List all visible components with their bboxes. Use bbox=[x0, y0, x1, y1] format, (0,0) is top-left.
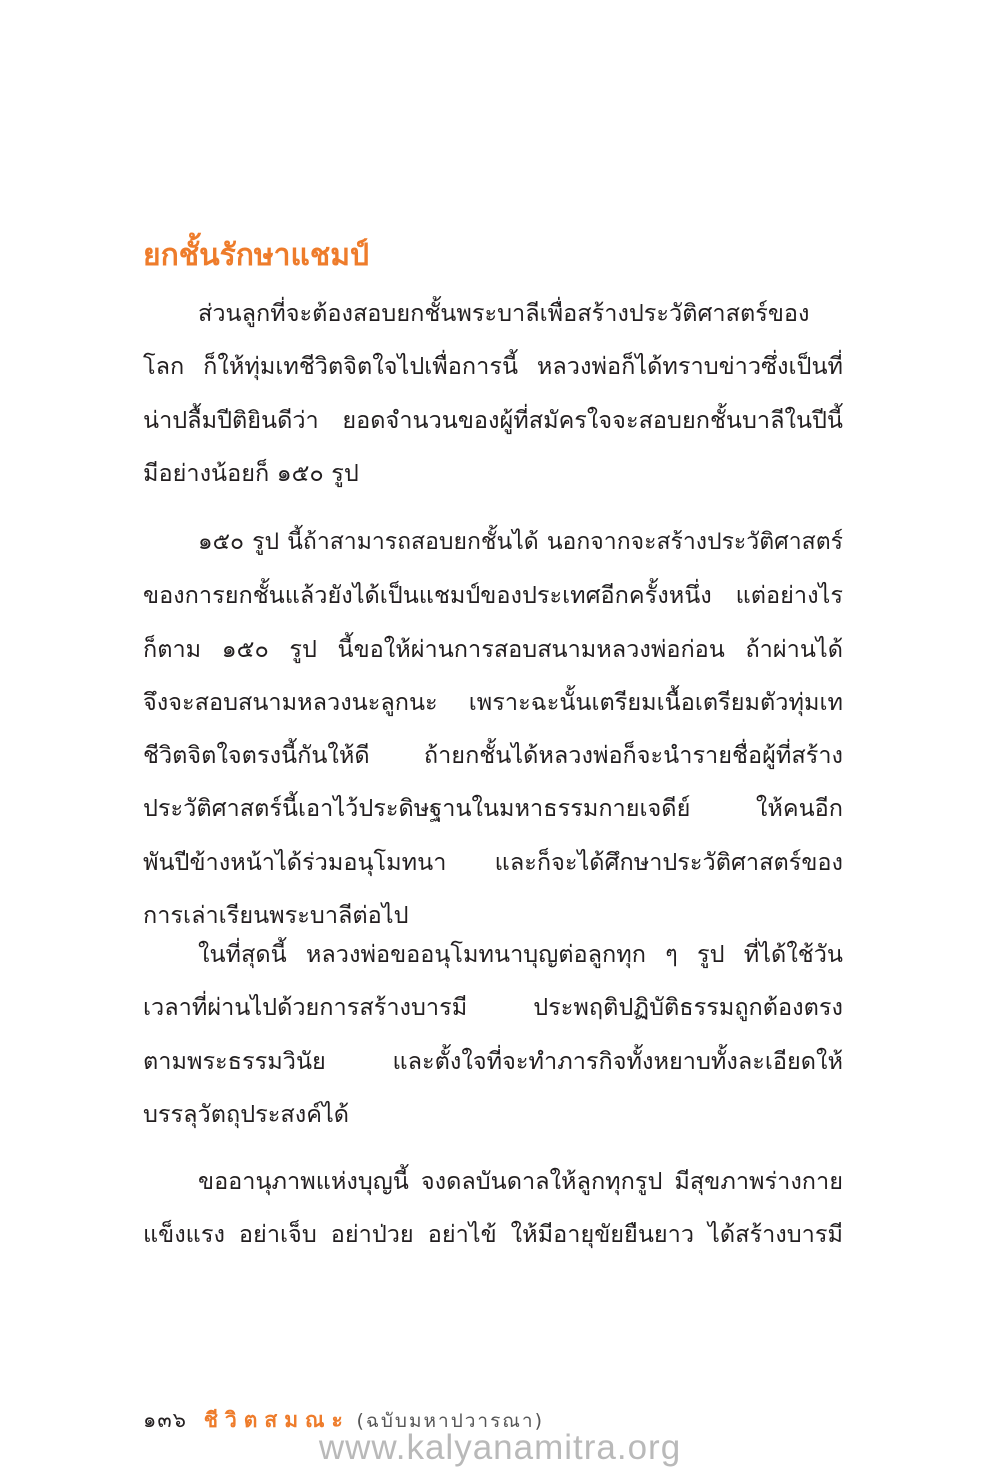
text-line: ๑๕๐ รูป นี้ถ้าสามารถสอบยกชั้นได้ นอกจากจะสร้างประวัติศาสตร์ bbox=[198, 529, 843, 555]
text-line: ส่วนลูกที่จะต้องสอบยกชั้นพระบาลีเพื่อสร้างประวัติศาสตร์ของ bbox=[198, 299, 810, 327]
text-line: ขออานุภาพแห่งบุญนี้ จงดลบันดาลให้ลูกทุกรูป มีสุขภาพร่างกาย bbox=[198, 1167, 843, 1195]
text-line: ก็ตาม ๑๕๐ รูป นี้ขอให้ผ่านการสอบสนามหลวงพ่อก่อน ถ้าผ่านได้ bbox=[143, 634, 843, 663]
book-edition: (ฉบับมหาปวารณา) bbox=[356, 1410, 545, 1432]
text-line: ชีวิตจิตใจตรงนี้กันให้ดี ถ้ายกชั้นได้หลวงพ่อก็จะนำรายชื่อผู้ที่สร้าง bbox=[143, 741, 843, 770]
text-line: มีอย่างน้อยก็ ๑๕๐ รูป bbox=[143, 458, 359, 487]
watermark-url: www.kalyanamitra.org bbox=[318, 1428, 682, 1467]
paragraph-3 bbox=[143, 928, 843, 1141]
text-line: บรรลุวัตถุประสงค์ได้ bbox=[143, 1099, 350, 1128]
book-title: ชีวิตสมณะ bbox=[203, 1408, 350, 1432]
text-line: ตามพระธรรมวินัย และตั้งใจที่จะทำภารกิจทั้งหยาบทั้งละเอียดให้ bbox=[143, 1046, 843, 1075]
page-number: ๑๓๖ bbox=[143, 1408, 188, 1432]
text-line: พันปีข้างหน้าได้ร่วมอนุโมทนา และก็จะได้ศึกษาประวัติศาสตร์ของ bbox=[143, 847, 843, 876]
text-line: การเล่าเรียนพระบาลีต่อไป bbox=[143, 901, 409, 930]
text-line: น่าปลื้มปีติยินดีว่า ยอดจำนวนของผู้ที่สมัครใจจะสอบยกชั้นบาลีในปีนี้ bbox=[143, 405, 843, 434]
text-line: จึงจะสอบสนามหลวงนะลูกนะ เพราะฉะนั้นเตรียมเนื้อเตรียมตัวทุ่มเท bbox=[143, 687, 843, 716]
paragraph-2 bbox=[143, 516, 843, 942]
paragraph-1 bbox=[143, 287, 843, 500]
text-line: แข็งแรง อย่าเจ็บ อย่าป่วย อย่าไข้ ให้มีอายุขัยยืนยาว ได้สร้างบารมี bbox=[143, 1220, 843, 1249]
text-line: ประวัติศาสตร์นี้เอาไว้ประดิษฐานในมหาธรรมกายเจดีย์ ให้คนอีก bbox=[143, 794, 843, 823]
section-heading: ยกชั้นรักษาแชมป์ bbox=[143, 238, 370, 273]
text-line: ในที่สุดนี้ หลวงพ่อขออนุโมทนาบุญต่อลูกทุก ๆ รูป ที่ได้ใช้วัน bbox=[198, 940, 843, 968]
text-line: ของการยกชั้นแล้วยังได้เป็นแชมป์ของประเทศอีกครั้งหนึ่ง แต่อย่างไร bbox=[143, 581, 843, 610]
paragraph-4 bbox=[143, 1155, 843, 1262]
text-line: เวลาที่ผ่านไปด้วยการสร้างบารมี ประพฤติปฏิบัติธรรมถูกต้องตรง bbox=[143, 993, 843, 1022]
text-line: โลก ก็ให้ทุ่มเทชีวิตจิตใจไปเพื่อการนี้ หลวงพ่อก็ได้ทราบข่าวซึ่งเป็นที่ bbox=[143, 352, 843, 381]
